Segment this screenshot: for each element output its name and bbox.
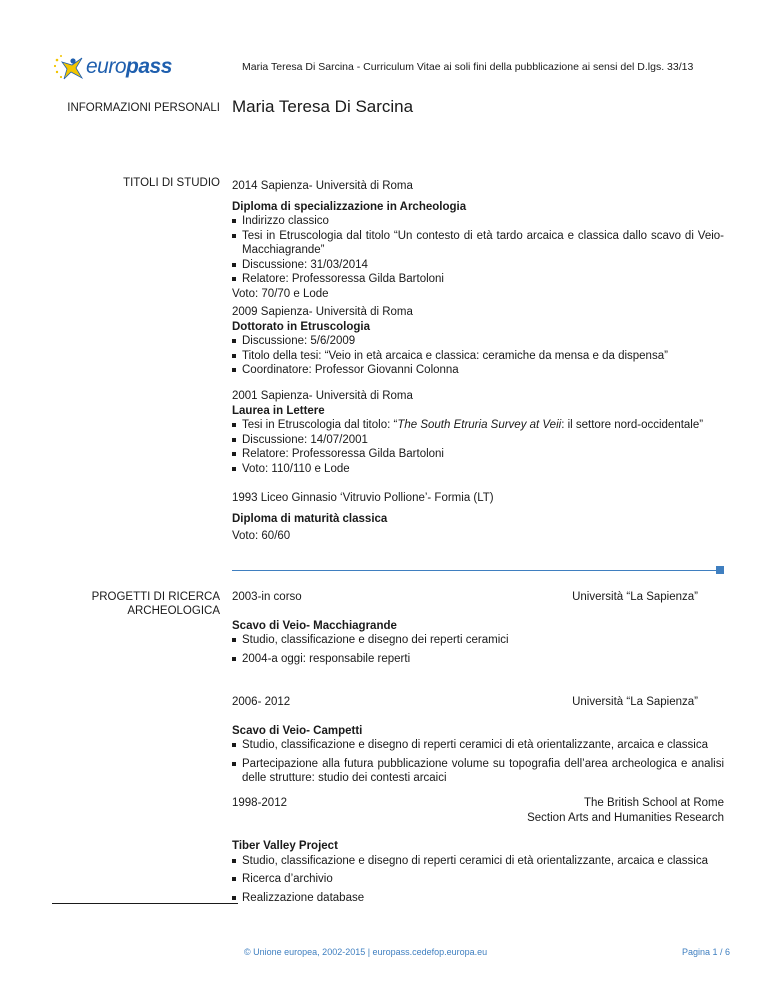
education-item (232, 389, 724, 476)
section-label-education: TITOLI DI STUDIO (123, 177, 220, 189)
project-period: 1998-2012 (232, 797, 287, 809)
education-heading: 1993 Liceo Ginnasio ‘Vitruvio Pollione’- Formia (LT) (232, 492, 494, 504)
list-item: Discussione: 5/6/2009 (232, 334, 724, 349)
list-item: Partecipazione alla futura pubblicazione volume su topografia dell’area archeologica e analisi delle strutture: studio dei contesti arcaici (232, 757, 724, 786)
list-item: Studio, classificazione e disegno di reperti ceramici di età orientalizzante, arcaica e classica (232, 738, 724, 753)
education-heading: 2001 Sapienza- Università di Roma (232, 390, 413, 402)
education-title: Laurea in Lettere (232, 404, 325, 417)
project-title: Tiber Valley Project (232, 840, 338, 852)
project-institution: Università “La Sapienza” (572, 591, 698, 603)
document-header: Maria Teresa Di Sarcina - Curriculum Vitae ai soli fini della pubblicazione ai sensi del D.lgs. 33/13 (242, 61, 694, 73)
list-item: Tesi in Etruscologia dal titolo: “The South Etruria Survey at Veii: il settore nord-occidentale” (232, 418, 724, 433)
education-heading: 2014 Sapienza- Università di Roma (232, 180, 413, 192)
education-item (232, 179, 724, 301)
person-name: Maria Teresa Di Sarcina (232, 97, 414, 116)
project-item (232, 695, 724, 790)
project-institution: Università “La Sapienza” (572, 696, 698, 708)
education-title: Diploma di maturità classica (232, 512, 388, 525)
list-item: Relatore: Professoressa Gilda Bartoloni (232, 272, 724, 287)
project-period: 2003-in corso (232, 591, 302, 603)
project-item (232, 590, 724, 670)
education-title: Dottorato in Etruscologia (232, 320, 370, 333)
section-label-personal: INFORMAZIONI PERSONALI (67, 102, 220, 114)
list-item: Tesi in Etruscologia dal titolo “Un contesto di età tardo arcaica e classica dallo scavo di Veio-Macchiagrande” (232, 229, 724, 258)
education-item (232, 305, 724, 378)
europass-wordmark: europass (86, 55, 172, 78)
education-grade: Voto: 60/60 (232, 530, 291, 542)
project-title: Scavo di Veio- Campetti (232, 724, 363, 737)
education-heading: 2009 Sapienza- Università di Roma (232, 306, 413, 318)
list-item: Relatore: Professoressa Gilda Bartoloni (232, 447, 724, 462)
list-item: Voto: 110/110 e Lode (232, 462, 724, 477)
left-column-rule (52, 903, 238, 904)
list-item: Studio, classificazione e disegno dei reperti ceramici (232, 633, 724, 648)
footer-copyright-link[interactable]: © Unione europea, 2002-2015 | europass.cedefop.europa.eu (244, 947, 488, 957)
europass-star-figure-icon (52, 52, 88, 84)
section-label-projects: PROGETTI DI RICERCA ARCHEOLOGICA (91, 591, 220, 617)
list-item: Ricerca d’archivio (232, 872, 724, 887)
project-title: Scavo di Veio- Macchiagrande (232, 619, 397, 632)
europass-logo (52, 52, 172, 84)
list-item: Indirizzo classico (232, 214, 724, 229)
project-item (232, 796, 724, 909)
education-item (232, 491, 724, 544)
project-period: 2006- 2012 (232, 696, 291, 708)
education-grade: Voto: 70/70 e Lode (232, 287, 329, 300)
education-title: Diploma di specializzazione in Archeologia (232, 200, 467, 213)
list-item: Titolo della tesi: “Veio in età arcaica e classica: ceramiche da mensa e da dispensa” (232, 349, 724, 364)
list-item: Discussione: 14/07/2001 (232, 433, 724, 448)
project-institution: The British School at Rome Section Arts and Humanities Research (527, 797, 724, 824)
list-item: Coordinatore: Professor Giovanni Colonna (232, 363, 724, 378)
section-divider (232, 570, 722, 571)
page-number: Pagina 1 / 6 (682, 947, 731, 957)
list-item: Discussione: 31/03/2014 (232, 258, 724, 273)
list-item: 2004-a oggi: responsabile reperti (232, 652, 724, 667)
list-item: Studio, classificazione e disegno di reperti ceramici di età orientalizzante, arcaica e classica (232, 854, 724, 869)
list-item: Realizzazione database (232, 891, 724, 906)
section-divider-marker (716, 566, 724, 574)
